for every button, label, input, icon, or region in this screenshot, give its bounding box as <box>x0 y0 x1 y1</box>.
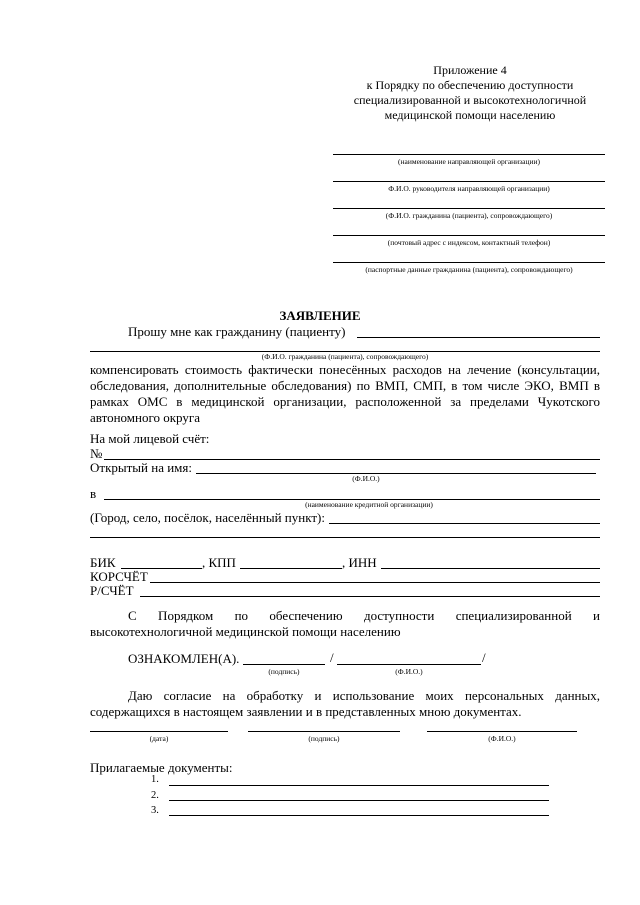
opened-name-label: Открытый на имя: <box>90 460 192 475</box>
field-caption: (Ф.И.О.) <box>352 474 380 483</box>
slash: / <box>330 650 334 665</box>
field-caption: (дата) <box>149 734 169 743</box>
field-caption: (подпись) <box>308 734 340 743</box>
city-input-continued[interactable] <box>90 537 600 538</box>
inn-input[interactable] <box>381 568 600 569</box>
request-body: компенсировать стоимость фактически понесённых расходов на лечение (консультации, обследования, дополнительные обследования) по ВМП, СМП, в том числе ЭКО, ВМП в рамках ОМС в медицинской организации, расположенной за пределами Чукотского автономного округа <box>90 362 600 425</box>
inn-label: , ИНН <box>342 555 377 570</box>
kpp-label: , КПП <box>202 555 236 570</box>
korr-input[interactable] <box>150 582 600 583</box>
field-caption: (Ф.И.О.) <box>395 667 423 676</box>
consent-signature-input[interactable] <box>248 731 400 732</box>
acquainted-name-input[interactable] <box>337 664 481 665</box>
head-name-field[interactable] <box>333 181 605 182</box>
slash: / <box>482 650 486 665</box>
consent-date-input[interactable] <box>90 731 228 732</box>
field-caption: (почтовый адрес с индексом, контактный телефон) <box>387 238 551 247</box>
field-caption: (наименование кредитной организации) <box>305 500 433 509</box>
korr-label: КОРСЧЁТ <box>90 569 148 584</box>
sender-organization-field[interactable] <box>333 154 605 155</box>
city-input[interactable] <box>329 523 600 524</box>
appendix-title: Приложение 4 <box>433 63 507 77</box>
appendix-line: специализированной и высокотехнологичной <box>353 93 587 107</box>
attachment-number: 3. <box>151 805 159 816</box>
acquainted-label: ОЗНАКОМЛЕН(А). <box>128 651 240 666</box>
attachment-input-2[interactable] <box>169 800 549 801</box>
consent-name-input[interactable] <box>427 731 577 732</box>
postal-address-field[interactable] <box>333 235 605 236</box>
request-lead: Прошу мне как гражданину (пациенту) <box>128 324 346 339</box>
field-caption: (Ф.И.О. гражданина (пациента), сопровождающего) <box>261 352 429 361</box>
patient-name-field[interactable] <box>333 208 605 209</box>
city-label: (Город, село, посёлок, населённый пункт): <box>90 510 325 525</box>
appendix-line: медицинской помощи населению <box>384 108 556 122</box>
field-caption: (Ф.И.О.) <box>488 734 516 743</box>
kpp-input[interactable] <box>240 568 342 569</box>
appendix-line: к Порядку по обеспечению доступности <box>366 78 574 92</box>
field-caption: (Ф.И.О. гражданина (пациента), сопровождающего) <box>385 211 553 220</box>
account-number-label: № <box>90 446 103 461</box>
bik-label: БИК <box>90 555 116 570</box>
attachment-number: 2. <box>151 790 159 801</box>
field-caption: (наименование направляющей организации) <box>397 157 541 166</box>
attachment-input-1[interactable] <box>169 785 549 786</box>
attachment-input-3[interactable] <box>169 815 549 816</box>
attachment-number: 1. <box>151 774 159 785</box>
bank-in-label: в <box>90 486 97 501</box>
acquainted-text: С Порядком по обеспечению доступности специализированной и высокотехнологичной медицинской помощи населению <box>90 608 600 639</box>
rs-label: Р/СЧЁТ <box>90 583 134 598</box>
passport-data-field[interactable] <box>333 262 605 263</box>
consent-text: Даю согласие на обработку и использование моих персональных данных, содержащихся в настоящем заявлении и в представленных мною документах. <box>90 688 600 719</box>
account-heading: На мой лицевой счёт: <box>90 431 210 446</box>
rs-input[interactable] <box>140 596 600 597</box>
acquainted-signature-input[interactable] <box>243 664 325 665</box>
document-title: ЗАЯВЛЕНИЕ <box>279 308 361 323</box>
patient-name-input[interactable] <box>357 337 600 338</box>
field-caption: (подпись) <box>268 667 300 676</box>
field-caption: Ф.И.О. руководителя направляющей организации) <box>388 184 550 193</box>
attachments-heading: Прилагаемые документы: <box>90 760 233 775</box>
field-caption: (паспортные данные гражданина (пациента), сопровождающего) <box>365 265 573 274</box>
